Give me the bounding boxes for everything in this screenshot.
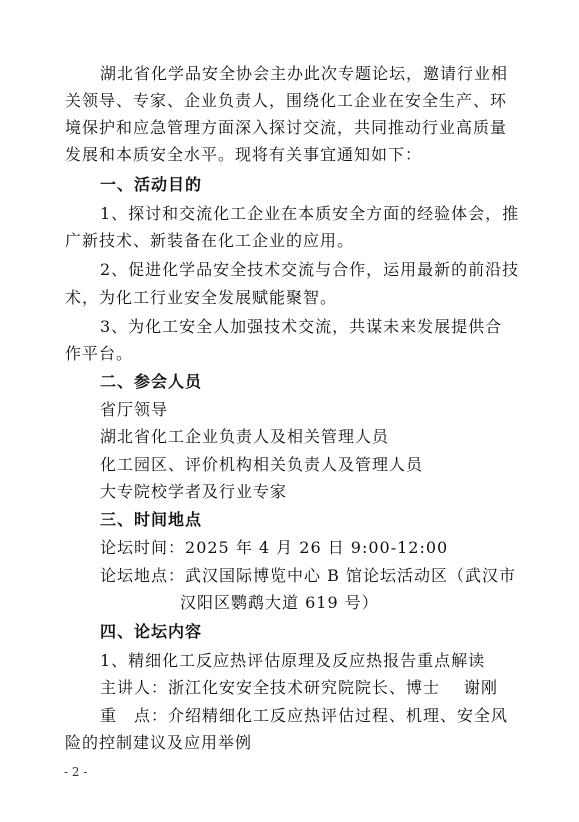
speaker-name: 谢刚 xyxy=(464,678,499,697)
intro-line-3: 境保护和应急管理方面深入探讨交流，共同推动行业高质量 xyxy=(65,118,508,137)
section-heading-content: 四、论坛内容 xyxy=(100,622,203,641)
purpose-item-3-line-2: 作平台。 xyxy=(65,344,134,363)
attendee-item: 化工园区、评价机构相关负责人及管理人员 xyxy=(100,455,424,474)
forum-time-label: 论坛时间： xyxy=(100,538,186,557)
intro-line-2: 关领导、专家、企业负责人，围绕化工企业在安全生产、环 xyxy=(65,91,508,110)
speaker-label: 主讲人： xyxy=(100,678,169,697)
focus-value-line-2: 险的控制建议及应用举例 xyxy=(65,733,253,752)
intro-line-1: 湖北省化学品安全协会主办此次专题论坛，邀请行业相 xyxy=(100,64,509,83)
page-number: - 2 - xyxy=(64,765,88,779)
purpose-item-2-line-2: 术，为化工行业安全发展赋能聚智。 xyxy=(65,288,338,307)
content-item-1-title: 1、精细化工反应热评估原理及反应热报告重点解读 xyxy=(100,651,486,670)
focus-row xyxy=(100,706,508,726)
purpose-item-1-line-1: 1、探讨和交流化工企业在本质安全方面的经验体会，推 xyxy=(100,204,520,223)
focus-label: 重 点： xyxy=(100,706,169,725)
attendee-item: 省厅领导 xyxy=(100,400,169,419)
forum-time-value: 2025 年 4 月 26 日 9:00-12:00 xyxy=(185,538,449,557)
attendee-item: 湖北省化工企业负责人及相关管理人员 xyxy=(100,427,390,446)
forum-place-row xyxy=(100,566,516,586)
intro-line-4: 发展和本质安全水平。现将有关事宜通知如下： xyxy=(65,145,423,164)
forum-place-label: 论坛地点： xyxy=(100,566,186,585)
speaker-title: 浙江化安安全技术研究院院长、博士 xyxy=(168,678,441,697)
attendee-item: 大专院校学者及行业专家 xyxy=(100,482,288,501)
speaker-row xyxy=(100,678,498,698)
forum-time-row xyxy=(100,538,448,558)
forum-place-value: 武汉国际博览中心 B 馆论坛活动区（武汉市 xyxy=(185,566,516,585)
forum-place-value-line-2: 汉阳区鹦鹉大道 619 号） xyxy=(180,593,379,612)
purpose-item-2-line-1: 2、促进化学品安全技术交流与合作，运用最新的前沿技 xyxy=(100,260,520,279)
purpose-item-3-line-1: 3、为化工安全人加强技术交流，共谋未来发展提供合 xyxy=(100,317,503,336)
purpose-item-1-line-2: 广新技术、新装备在化工企业的应用。 xyxy=(65,231,355,250)
focus-value: 介绍精细化工反应热评估过程、机理、安全风 xyxy=(168,706,509,725)
section-heading-purpose: 一、活动目的 xyxy=(100,175,203,194)
section-heading-attendees: 二、参会人员 xyxy=(100,372,203,391)
section-heading-time-place: 三、时间地点 xyxy=(100,510,203,529)
